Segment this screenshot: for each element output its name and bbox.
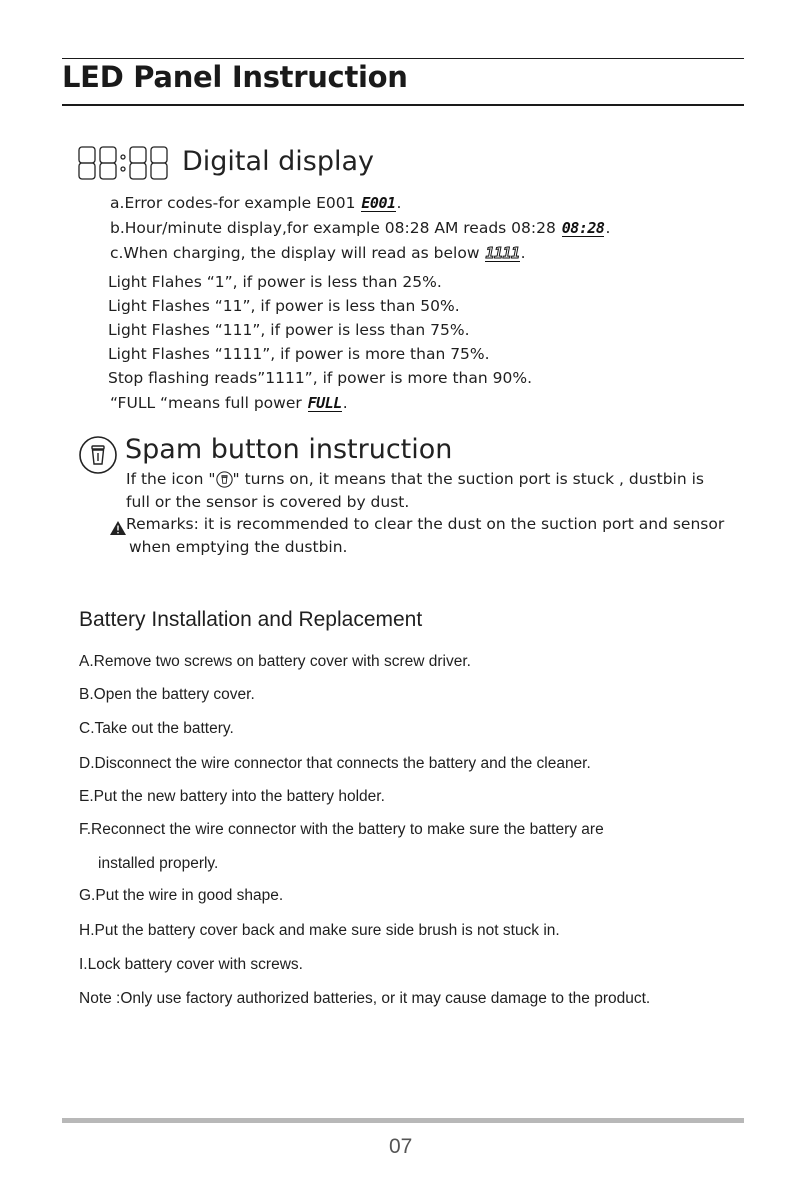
dustbin-icon bbox=[78, 435, 118, 479]
flash-line-5: Stop flashing reads”1111”, if power is more than 90%. bbox=[108, 369, 533, 387]
segment-readout-full: FULL bbox=[307, 394, 342, 412]
battery-step-f: F.Reconnect the wire connector with the battery to make sure the battery are bbox=[79, 821, 604, 838]
title-underline bbox=[62, 104, 744, 106]
spam-line-2: full or the sensor is covered by dust. bbox=[126, 493, 410, 511]
display-item-b: b.Hour/minute display,for example 08:28 AM reads 08:28 08:28. bbox=[110, 219, 611, 237]
remark-line-1: Remarks: it is recommended to clear the dust on the suction port and sensor bbox=[126, 515, 725, 533]
spam-heading: Spam button instruction bbox=[125, 434, 453, 465]
battery-step-c: C.Take out the battery. bbox=[79, 720, 234, 737]
page-number: 07 bbox=[389, 1135, 413, 1158]
battery-step-h: H.Put the battery cover back and make sure side brush is not stuck in. bbox=[79, 922, 560, 939]
segment-readout-error: E001 bbox=[361, 194, 396, 212]
battery-note: Note :Only use factory authorized batteries, or it may cause damage to the product. bbox=[79, 990, 651, 1007]
battery-step-i: I.Lock battery cover with screws. bbox=[79, 956, 303, 973]
page-title: LED Panel Instruction bbox=[62, 60, 408, 94]
digital-display-heading: Digital display bbox=[182, 146, 375, 177]
battery-step-e: E.Put the new battery into the battery holder. bbox=[79, 788, 385, 805]
flash-line-2: Light Flashes “11”, if power is less than 50%. bbox=[108, 297, 460, 315]
flash-line-3: Light Flashes “111”, if power is less than 75%. bbox=[108, 321, 470, 339]
battery-step-g: G.Put the wire in good shape. bbox=[79, 887, 284, 904]
battery-step-a: A.Remove two screws on battery cover with screw driver. bbox=[79, 653, 471, 670]
segment-readout-charging: 1111 bbox=[485, 244, 520, 262]
battery-heading: Battery Installation and Replacement bbox=[79, 608, 423, 631]
segment-readout-time: 08:28 bbox=[561, 219, 605, 237]
battery-step-d: D.Disconnect the wire connector that connects the battery and the cleaner. bbox=[79, 755, 591, 772]
warning-icon bbox=[110, 520, 126, 539]
battery-step-b: B.Open the battery cover. bbox=[79, 686, 255, 703]
footer-rule bbox=[62, 1118, 744, 1123]
remark-line-2: when emptying the dustbin. bbox=[129, 538, 348, 556]
display-item-c: c.When charging, the display will read as below 1111. bbox=[110, 244, 526, 262]
spam-line-1: If the icon " " turns on, it means that the suction port is stuck , dustbin is bbox=[126, 470, 704, 492]
flash-line-4: Light Flashes “1111”, if power is more than 75%. bbox=[108, 345, 490, 363]
full-power-line: “FULL “means full power FULL. bbox=[110, 394, 348, 412]
seven-segment-display-icon bbox=[76, 144, 170, 188]
top-rule bbox=[62, 58, 744, 59]
flash-line-1: Light Flahes “1”, if power is less than 25%. bbox=[108, 273, 442, 291]
dustbin-small-icon bbox=[216, 471, 233, 492]
battery-step-f-cont: installed properly. bbox=[98, 855, 219, 872]
display-item-a: a.Error codes-for example E001 E001. bbox=[110, 194, 402, 212]
